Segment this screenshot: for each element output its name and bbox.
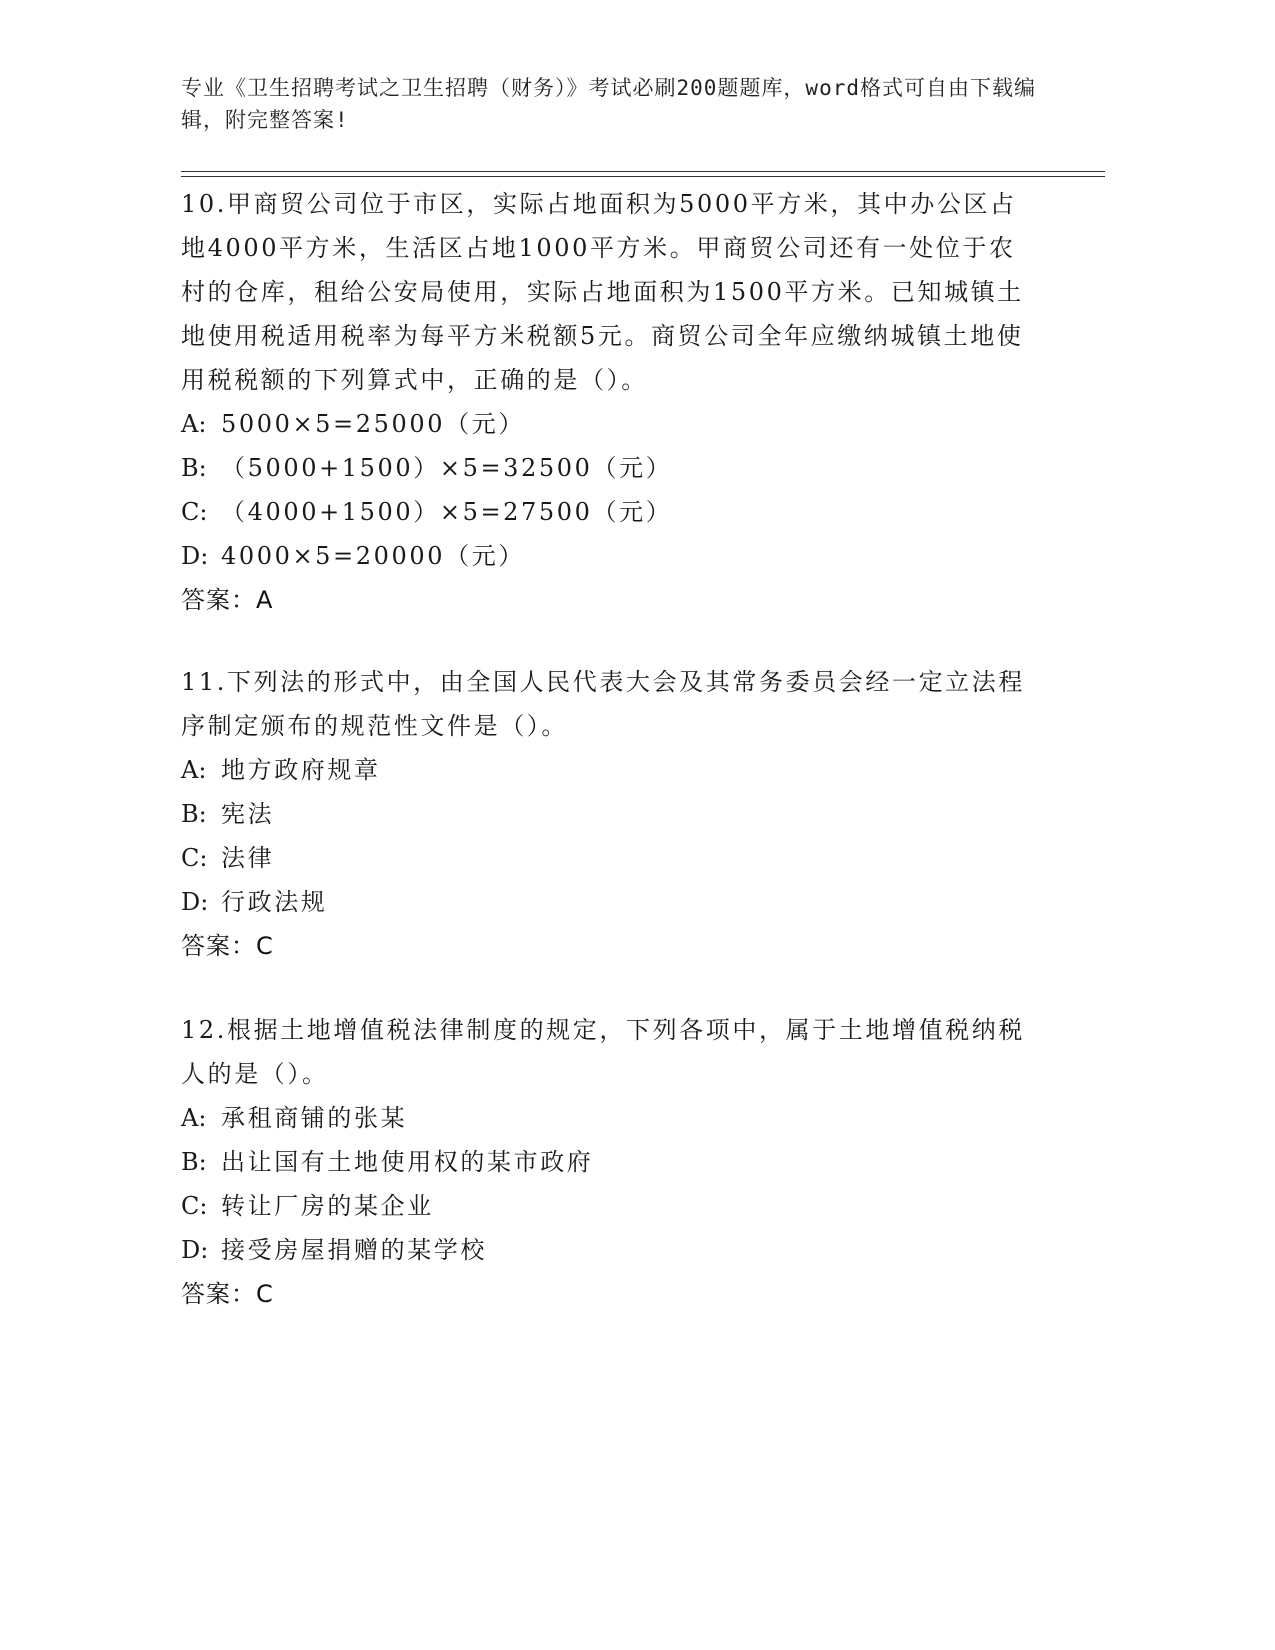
option-b (181, 1140, 1041, 1184)
option-text: 5000×5=25000（元） (221, 410, 525, 438)
header-divider-top (181, 171, 1105, 172)
option-text: 出让国有土地使用权的某市政府 (221, 1148, 594, 1176)
option-b (181, 446, 1041, 490)
document-header: 专业《卫生招聘考试之卫生招聘（财务）》考试必刷200题题库，word格式可自由下载编辑，附完整答案! (181, 76, 1036, 132)
option-text: 宪法 (221, 800, 275, 828)
option-key: D: (181, 1236, 209, 1264)
question-stem: 11.下列法的形式中，由全国人民代表大会及其常务委员会经一定立法程序制定颁布的规范性文件是（）。 (181, 668, 1025, 740)
option-text: 行政法规 (221, 888, 328, 916)
question-stem: 10.甲商贸公司位于市区，实际占地面积为5000平方米，其中办公区占地4000平方米，生活区占地1000平方米。甲商贸公司还有一处位于农村的仓库，租给公安局使用，实际占地面积为1500平方米。已知城镇土地使用税适用税率为每平方米税额5元。商贸公司全年应缴纳城镇土地使用税税额的下列算式中，正确的是（）。 (181, 190, 1024, 394)
option-key: C: (181, 1192, 208, 1220)
option-key: A: (181, 410, 207, 438)
option-text: 转让厂房的某企业 (221, 1192, 434, 1220)
option-text: 地方政府规章 (221, 756, 381, 784)
option-a (181, 748, 1041, 792)
option-key: C: (181, 498, 208, 526)
option-key: D: (181, 888, 209, 916)
option-text: 法律 (221, 844, 275, 872)
answer-line: 答案：C (181, 932, 274, 960)
question-11 (181, 660, 1041, 968)
option-a (181, 402, 1041, 446)
option-d (181, 1228, 1041, 1272)
option-key: B: (181, 800, 207, 828)
option-key: A: (181, 756, 207, 784)
option-text: （5000+1500）×5=32500（元） (221, 454, 673, 482)
question-12 (181, 1008, 1041, 1316)
option-b (181, 792, 1041, 836)
option-c (181, 1184, 1041, 1228)
option-text: 4000×5=20000（元） (221, 542, 525, 570)
option-key: A: (181, 1104, 207, 1132)
option-text: 接受房屋捐赠的某学校 (221, 1236, 487, 1264)
option-c (181, 836, 1041, 880)
option-key: C: (181, 844, 208, 872)
header-divider-bottom (181, 176, 1105, 177)
option-text: （4000+1500）×5=27500（元） (221, 498, 673, 526)
question-10 (181, 182, 1041, 622)
option-c (181, 490, 1041, 534)
answer-line: 答案：C (181, 1280, 274, 1308)
option-d (181, 880, 1041, 924)
question-stem: 12.根据土地增值税法律制度的规定，下列各项中，属于土地增值税纳税人的是（）。 (181, 1016, 1025, 1088)
option-key: D: (181, 542, 209, 570)
answer-line: 答案：A (181, 586, 274, 614)
option-key: B: (181, 454, 207, 482)
option-text: 承租商铺的张某 (221, 1104, 408, 1132)
option-key: B: (181, 1148, 207, 1176)
option-d (181, 534, 1041, 578)
option-a (181, 1096, 1041, 1140)
